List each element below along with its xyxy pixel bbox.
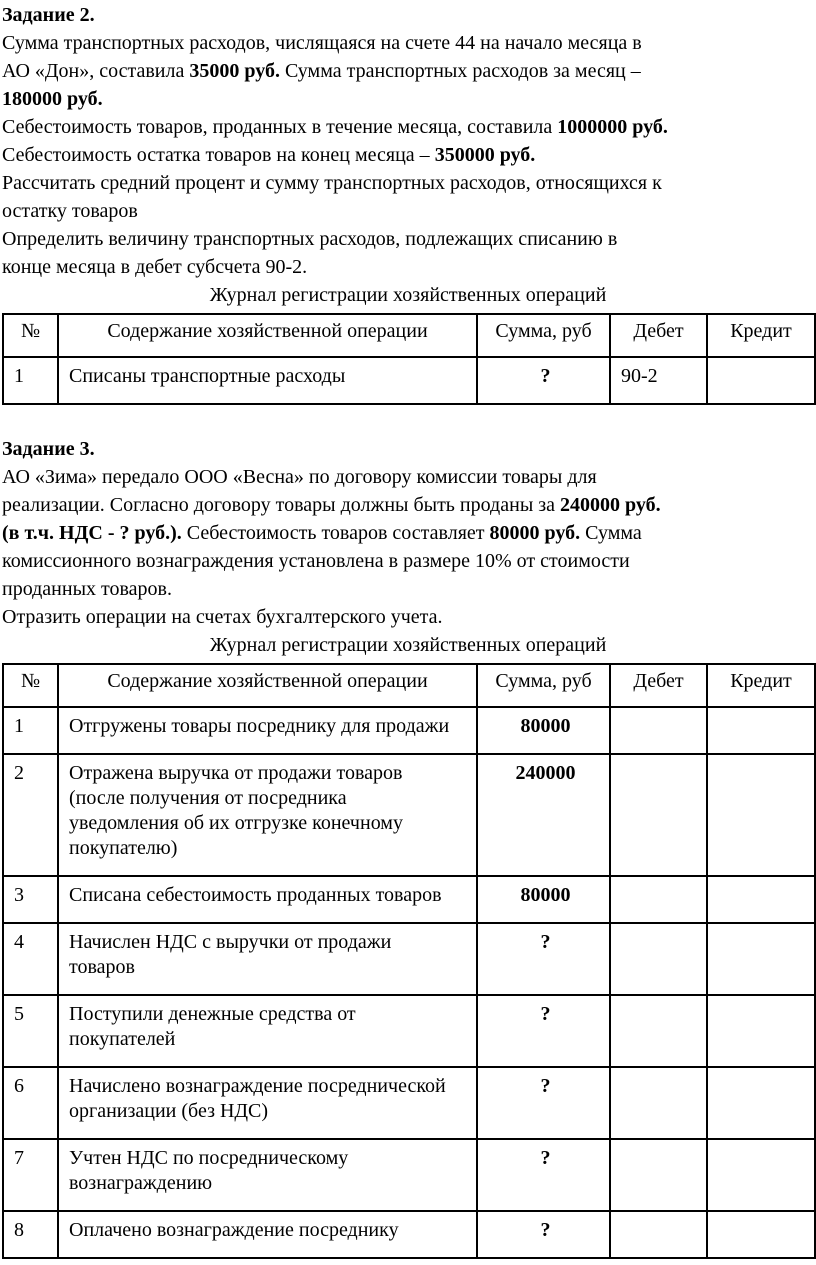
column-header: Кредит — [707, 664, 815, 707]
text-line — [2, 253, 814, 281]
text-line — [2, 547, 814, 575]
debit-cell — [610, 707, 707, 754]
operation-content-cell: Начислено вознаграждение посреднической организации (без НДС) — [58, 1067, 477, 1139]
debit-cell — [610, 754, 707, 876]
text-line — [2, 85, 814, 113]
operation-content-cell: Оплачено вознаграждение посреднику — [58, 1211, 477, 1258]
debit-cell — [610, 1067, 707, 1139]
journal-table-task-2 — [2, 313, 816, 405]
credit-cell — [707, 995, 815, 1067]
operation-content-cell: Списана себестоимость проданных товаров — [58, 876, 477, 923]
text-segment: Сумма транспортных расходов за месяц – — [279, 60, 641, 82]
sum-cell: ? — [477, 923, 610, 995]
text-segment: АО «Дон», составила — [2, 60, 190, 82]
row-number-cell: 7 — [3, 1139, 58, 1211]
row-number-cell: 6 — [3, 1067, 58, 1139]
text-segment: Отразить операции на счетах бухгалтерского учета. — [2, 606, 443, 628]
text-segment: АО «Зима» передало ООО «Весна» по договору комиссии товары для — [2, 466, 597, 488]
table-row — [3, 707, 815, 754]
text-line — [2, 575, 814, 603]
text-line — [2, 225, 814, 253]
credit-cell — [707, 1211, 815, 1258]
table-row — [3, 754, 815, 876]
text-line — [2, 603, 814, 631]
table-row — [3, 923, 815, 995]
header-row — [3, 664, 815, 707]
text-segment: остатку товаров — [2, 200, 138, 222]
operation-content-cell: Отражена выручка от продажи товаров (после получения от посредника уведомления об их отгрузке конечному покупателю) — [58, 754, 477, 876]
credit-cell — [707, 1067, 815, 1139]
bold-text-segment: (в т.ч. НДС - ? руб.). — [2, 522, 182, 544]
operation-content-cell: Списаны транспортные расходы — [58, 357, 477, 404]
table-row — [3, 995, 815, 1067]
text-line — [2, 113, 814, 141]
row-number-cell: 8 — [3, 1211, 58, 1258]
bold-text-segment: 35000 руб. — [189, 60, 280, 82]
column-header: Дебет — [610, 314, 707, 357]
text-line — [2, 141, 814, 169]
row-number-cell: 1 — [3, 357, 58, 404]
row-number-cell: 3 — [3, 876, 58, 923]
credit-cell — [707, 754, 815, 876]
sum-cell: ? — [477, 995, 610, 1067]
table-row — [3, 1211, 815, 1258]
text-segment: Сумма — [580, 522, 642, 544]
row-number-cell: 2 — [3, 754, 58, 876]
journal-table-title: Журнал регистрации хозяйственных операций — [209, 284, 607, 306]
table-row — [3, 1067, 815, 1139]
operation-content-cell: Поступили денежные средства от покупателей — [58, 995, 477, 1067]
credit-cell — [707, 707, 815, 754]
bold-text-segment: 350000 руб. — [434, 144, 536, 166]
text-line — [2, 197, 814, 225]
debit-cell — [610, 995, 707, 1067]
debit-cell: 90-2 — [610, 357, 707, 404]
row-number-cell: 1 — [3, 707, 58, 754]
credit-cell — [707, 876, 815, 923]
text-segment: Себестоимость остатка товаров на конец месяца – — [2, 144, 435, 166]
text-segment: проданных товаров. — [2, 578, 172, 600]
table-row — [3, 1139, 815, 1211]
text-line — [2, 57, 814, 85]
text-line — [2, 169, 814, 197]
text-segment: реализации. Согласно договору товары должны быть проданы за — [2, 494, 561, 516]
header-row — [3, 314, 815, 357]
sum-cell: ? — [477, 1139, 610, 1211]
column-header: № — [3, 664, 58, 707]
task-3-heading: Задание 3. — [2, 438, 95, 460]
text-line — [2, 463, 814, 491]
debit-cell — [610, 1211, 707, 1258]
operation-content-cell: Начислен НДС с выручки от продажи товаров — [58, 923, 477, 995]
task-3-section — [2, 435, 814, 1259]
credit-cell — [707, 923, 815, 995]
column-header: Сумма, руб — [477, 314, 610, 357]
debit-cell — [610, 876, 707, 923]
row-number-cell: 4 — [3, 923, 58, 995]
column-header: Содержание хозяйственной операции — [58, 314, 477, 357]
task-2-heading: Задание 2. — [2, 4, 95, 26]
sum-cell: ? — [477, 1211, 610, 1258]
column-header: № — [3, 314, 58, 357]
text-segment: Себестоимость товаров, проданных в течение месяца, составила — [2, 116, 558, 138]
debit-cell — [610, 923, 707, 995]
row-number-cell: 5 — [3, 995, 58, 1067]
table-row — [3, 876, 815, 923]
task-3-text — [2, 463, 814, 631]
text-line — [2, 491, 814, 519]
column-header: Кредит — [707, 314, 815, 357]
text-segment: конце месяца в дебет субсчета 90-2. — [2, 256, 308, 278]
credit-cell — [707, 357, 815, 404]
column-header: Сумма, руб — [477, 664, 610, 707]
credit-cell — [707, 1139, 815, 1211]
text-segment: комиссионного вознаграждения установлена в размере 10% от стоимости — [2, 550, 630, 572]
text-segment: Определить величину транспортных расходов, подлежащих списанию в — [2, 228, 618, 250]
text-segment: Себестоимость товаров составляет — [181, 522, 490, 544]
task-2-text — [2, 29, 814, 281]
text-line — [2, 519, 814, 547]
text-line — [2, 29, 814, 57]
text-segment: Рассчитать средний процент и сумму транспортных расходов, относящихся к — [2, 172, 662, 194]
text-segment: Сумма транспортных расходов, числящаяся на счете 44 на начало месяца в — [2, 32, 642, 54]
journal-table-task-3 — [2, 663, 816, 1259]
bold-text-segment: 180000 руб. — [2, 88, 103, 110]
table-row — [3, 357, 815, 404]
operation-content-cell: Отгружены товары посреднику для продажи — [58, 707, 477, 754]
bold-text-segment: 80000 руб. — [489, 522, 581, 544]
bold-text-segment: 1000000 руб. — [557, 116, 668, 138]
operation-content-cell: Учтен НДС по посредническому вознаграждению — [58, 1139, 477, 1211]
debit-cell — [610, 1139, 707, 1211]
sum-cell: 240000 — [477, 754, 610, 876]
sum-cell: ? — [477, 357, 610, 404]
sum-cell: 80000 — [477, 707, 610, 754]
journal-table-title: Журнал регистрации хозяйственных операций — [209, 634, 607, 656]
column-header: Содержание хозяйственной операции — [58, 664, 477, 707]
bold-text-segment: 240000 руб. — [560, 494, 661, 516]
task-2-section — [2, 1, 814, 405]
column-header: Дебет — [610, 664, 707, 707]
sum-cell: ? — [477, 1067, 610, 1139]
sum-cell: 80000 — [477, 876, 610, 923]
